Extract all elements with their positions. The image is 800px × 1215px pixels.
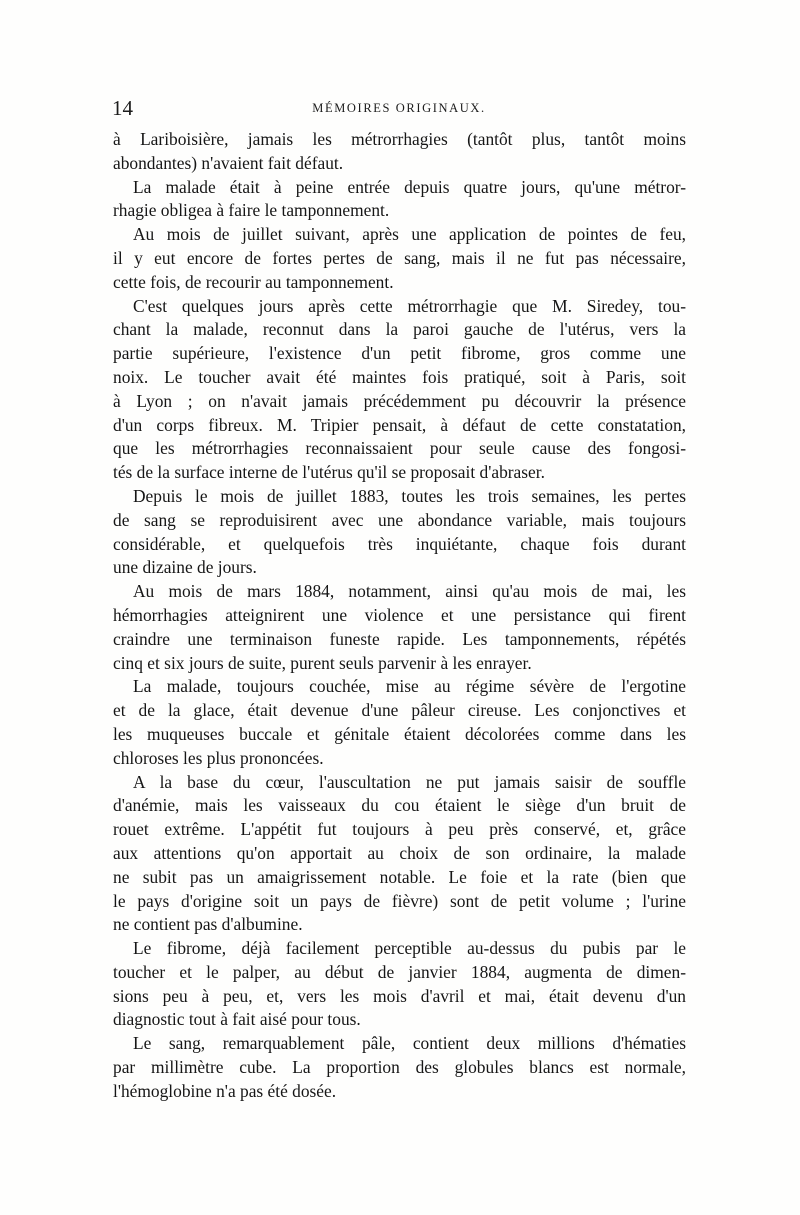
text-line: Au mois de mars 1884, notamment, ainsi qu'au mois de mai, les <box>133 581 686 602</box>
text-line: A la base du cœur, l'auscultation ne put jamais saisir de souffle <box>133 771 686 792</box>
text-line: le pays d'origine soit un pays de fièvre) sont de petit volume ; l'urine <box>113 890 686 911</box>
text-line: que les métrorrhagies reconnaissaient pour seule cause des fongosi- <box>113 438 686 459</box>
text-line: il y eut encore de fortes pertes de sang, mais il ne fut pas nécessaire, <box>113 247 686 268</box>
text-line: chant la malade, reconnut dans la paroi gauche de l'utérus, vers la <box>113 319 686 340</box>
text-line: sions peu à peu, et, vers les mois d'avril et mai, était devenu d'un <box>113 985 686 1006</box>
text-line: l'hémoglobine n'a pas été dosée. <box>113 1080 337 1101</box>
text-line: chloroses les plus prononcées. <box>113 747 324 768</box>
page-number: 14 <box>112 96 133 120</box>
text-line: craindre une terminaison funeste rapide. Les tamponnements, répétés <box>113 628 686 649</box>
text-line: partie supérieure, l'existence d'un petit fibrome, gros comme une <box>113 343 686 364</box>
text-line: abondantes) n'avaient fait défaut. <box>113 152 344 173</box>
text-line: aux attentions qu'on apportait au choix de son ordinaire, la malade <box>113 842 686 863</box>
text-line: Au mois de juillet suivant, après une application de pointes de feu, <box>133 224 686 245</box>
text-line: rhagie obligea à faire le tamponnement. <box>113 200 390 221</box>
page-header <box>112 96 686 120</box>
body-text <box>113 128 686 1104</box>
text-line: rouet extrême. L'appétit fut toujours à peu près conservé, et, grâce <box>113 819 686 840</box>
text-line: cette fois, de recourir au tamponnement. <box>113 271 394 292</box>
running-head: MÉMOIRES ORIGINAUX. <box>312 101 486 115</box>
text-line: noix. Le toucher avait été maintes fois pratiqué, soit à Paris, soit <box>113 366 686 387</box>
text-line: diagnostic tout à fait aisé pour tous. <box>113 1009 361 1030</box>
text-line: à Lariboisière, jamais les métrorrhagies (tantôt plus, tantôt moins <box>113 129 686 149</box>
text-line: C'est quelques jours après cette métrorrhagie que M. Siredey, tou- <box>133 295 686 316</box>
text-line: Depuis le mois de juillet 1883, toutes les trois semaines, les pertes <box>133 485 686 506</box>
text-line: à Lyon ; on n'avait jamais précédemment pu découvrir la présence <box>113 390 686 411</box>
text-line: de sang se reproduisirent avec une abondance variable, mais toujours <box>113 509 686 530</box>
text-line: une dizaine de jours. <box>113 557 257 578</box>
text-line: ne contient pas d'albumine. <box>113 914 303 935</box>
text-line: d'un corps fibreux. M. Tripier pensait, à défaut de cette constatation, <box>113 414 686 435</box>
text-line: considérable, et quelquefois très inquiétante, chaque fois durant <box>113 533 686 554</box>
text-line: cinq et six jours de suite, purent seuls parvenir à les enrayer. <box>113 652 532 673</box>
text-line: hémorrhagies atteignirent une violence et une persistance qui firent <box>113 604 686 625</box>
text-line: et de la glace, était devenue d'une pâleur cireuse. Les conjonctives et <box>113 700 686 721</box>
text-line: toucher et le palper, au début de janvier 1884, augmenta de dimen- <box>113 961 686 982</box>
text-line: les muqueuses buccale et génitale étaient décolorées comme dans les <box>113 723 686 744</box>
text-line: tés de la surface interne de l'utérus qu'il se proposait d'abraser. <box>113 462 545 483</box>
text-line: Le fibrome, déjà facilement perceptible au-dessus du pubis par le <box>133 938 686 959</box>
text-line: d'anémie, mais les vaisseaux du cou étaient le siège d'un bruit de <box>113 795 686 816</box>
text-line: ne subit pas un amaigrissement notable. Le foie et la rate (bien que <box>113 866 686 887</box>
text-line: La malade, toujours couchée, mise au régime sévère de l'ergotine <box>133 676 686 697</box>
text-line: La malade était à peine entrée depuis quatre jours, qu'une métror- <box>133 176 686 197</box>
text-line: Le sang, remarquablement pâle, contient deux millions d'hématies <box>133 1033 686 1054</box>
text-line: par millimètre cube. La proportion des globules blancs est normale, <box>113 1057 686 1078</box>
